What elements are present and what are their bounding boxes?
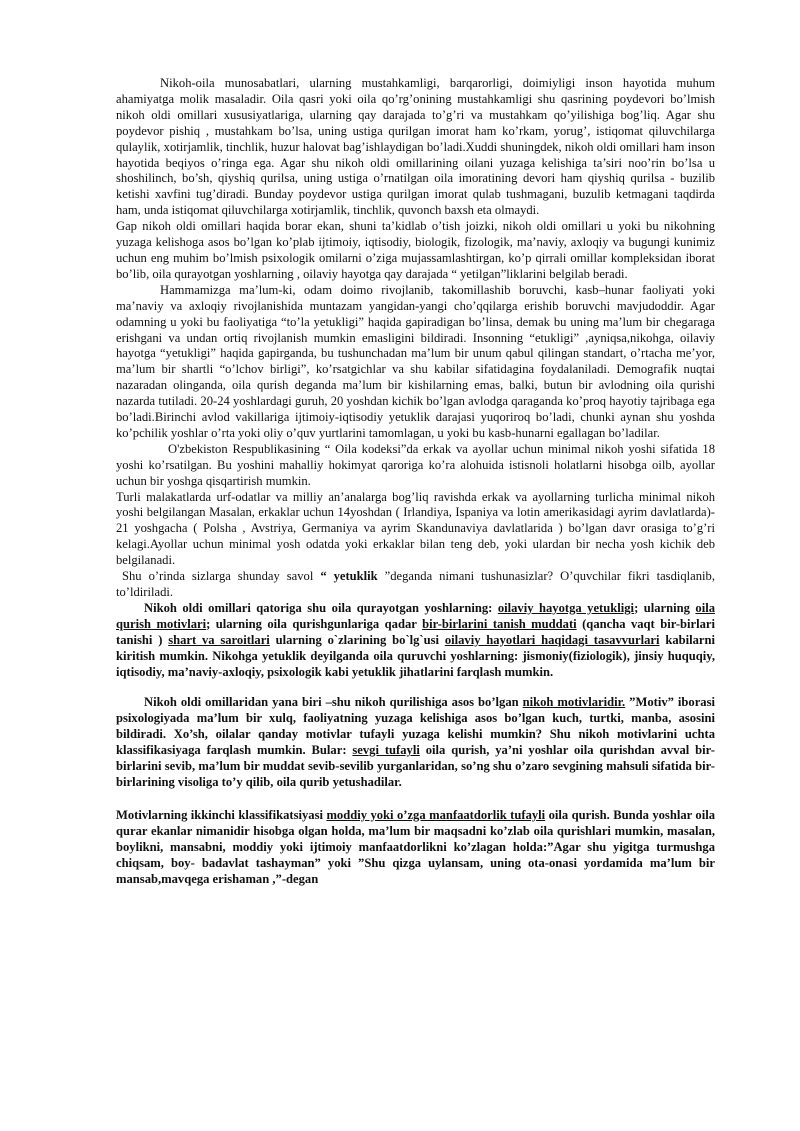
question-text-start: Shu o’rinda sizlarga shunday savol bbox=[122, 569, 321, 584]
paragraph-premarital-list bbox=[116, 601, 715, 681]
paragraph-question bbox=[116, 569, 715, 601]
text-run: kabilarni kiritish mumkin. Nikohga yetuklik deyilganda oila quruvchi yoshlarning: jismoniy(fiziologik), jinsiy huquqiy, iqtisodiy, ma’naviy-axloqiy, psixologik kabi yetuklik jihatlarini farqlash mumkin. bbox=[116, 632, 716, 679]
paragraph-premarital-factors: Gap nikoh oldi omillari haqida borar ekan, shuni ta’kidlab o’tish joizki, nikoh oldi omillari u yoki bu nikohning yuzaga kelishoga asos bo’lgan ko’plab ijtimoiy, iqtisodiy, biologik, fizologik, ma’naviy, axloqiy va bugungi kunimiz uchun eng muhim bo’lmish psixologik omilarni o’ziga mujassamlashtirgan, ko’p qirrali omillar kompleksidan iborat bo’lib, oila qurayotgan yoshlarning , oilaviy hayotga qay darajada “ yetilgan”liklarini belgilab beradi. bbox=[116, 219, 715, 281]
text-run: Nikoh oldi omillaridan yana biri –shu nikoh qurilishiga asos bo’lgan bbox=[144, 695, 523, 710]
question-text-end: ”deganda nimani tushunasizlar? O’quvchilar fikri tasdiqlanib, to’ldiriladi. bbox=[116, 569, 715, 599]
paragraph-maturity: Hammamizga ma’lum-ki, odam doimo rivojlanib, takomillashib boruvchi, kasb–hunar faoliyati yoki ma’naviy va axloqiy rivojlanishida muntazam yangidan-yangi cho’qqilarga erishib boruvchi mavjudoddir. Agar odamning u yoki bu faoliyatiga “to’la yetukligi” haqida gapiradigan bo’linsa, demak bu uning ma’lum bir chegaraga erishgani va undan ortiq rivojlanish mumkin emasligini bildiradi. Insonning “etukligi” ,ayniqsa,nikohga, oilaviy hayotga “yetukligi” haqida gapirganda, bu tushunchadan ma’lum bir unum qabul qilingan standart, o’rtacha me’yor, ma’lum bir shartli “o’lchov birligi”, ko’rsatgichlar va shu kabilar sifatidagina foydalaniladi. Demografik nuqtai nazaradan olinganda, oila qurish deganda ma’lum bir kishilarning emas, balki, butun bir avlodning oila qurishi nazarda tutiladi. 20-24 yoshlardagi guruh, 20 yoshdan kichik bo’lgan avlodga qaraganda ko’proq hayotiy tajribaga ega bo’ladi.Birinchi avlod vakillariga ijtimoiy-iqtisodiy yetuklik darajasi yuqoriroq bo’ladi, chunki aynan shu yoshda ko’pchilik yoshlar o’rta yoki oliy o’quv yurtlarini tamomlagan, u yoki bu kasb-hunarni egallagan bo’ladilar. bbox=[116, 282, 715, 440]
paragraph-second-classification bbox=[116, 808, 715, 888]
text-run: ”Motiv” iborasi psixologiyada ma’lum bir xulq, faoliyatning yuzaga kelishiga asos bo’lgan kuch, turtki, manba, asosini bildiradi. Xo’sh, oilalar qanday motivlar tufayli yuzaga kelishi mumkin? Shu nikoh motivlarini uchta klassifikasiyaga farqlash mumkin. Bular: bbox=[116, 695, 715, 758]
text-run: oila qurish. Bunda yoshlar oila qurar ekanlar nimanidir hisobga olgan holda, ma’lum bir maqsadni ko’zlab oila qurishlari mumkin, masalan, boylikni, mansabni, moddiy yoki ijtimoiy manfaatdorlikni ko’zlagan holda:”Agar shu yigitga turmushga chiqsam, boy- badavlat tashayman” yoki ”Shu qizga uylansam, uning ota-onasi yordamida ma’lum bir mansab,mavqega erishaman ,”-degan bbox=[116, 807, 716, 886]
text-run: oila qurish, ya’ni yoshlar oila qurishdan avval bir-birlarini sevib, ma’lum bir muddat sevib-sevilib yurganlaridan, so’ng shu o’zaro sevgining mahsuli sifatida bir-birlarining visoliga to’y qilib, oila qurib yetushadilar. bbox=[116, 743, 715, 789]
underlined-term-marriage-motives: nikoh motivlaridir. bbox=[522, 695, 626, 710]
text-run: Nikoh oldi omillari qatoriga shu oila qurayotgan yoshlarning: bbox=[144, 600, 498, 615]
paragraph-marriage-age-countries: Turli malakatlarda urf-odatlar va milliy an’analarga bog’liq ravishda erkak va ayollarning turlicha minimal nikoh yoshi belgilangan Masalan, erkaklar uchun 14yoshdan ( Irlandiya, Ispaniya va lotin amerikasidagi ayrim davlatlarda)- 21 yoshgacha ( Polsha , Avstriya, Germaniya va ayrim Skandunaviya davlatlarida ) bo’lgan davr orasiga to’g’ri kelagi.Ayollar uchun minimal yosh odatda yoki erkaklar bilan teng deb, yoki ulardan bir necha yosh kichik deb belgilanadi. bbox=[116, 489, 715, 568]
text-run: ularning o`zlarining bo`lg`usi bbox=[269, 632, 445, 647]
text-run: (qancha vaqt bir-birlari tanishi ) bbox=[116, 616, 715, 647]
underlined-term-ideas: oilaviy hayotlari haqidagi tasavvurlari bbox=[444, 632, 660, 647]
paragraph-marriage-relations: Nikoh-oila munosabatlari, ularning mustahkamligi, barqarorligi, doimiyligi inson hayotida muhum ahamiyatga molik masaladir. Oila qasri yoki oila qo’rg’onining mustahkamligi shu qasrining poydevori bo’lmish nikoh oldi omillari xususiyatlariga, ularning qay darajada to’g’ri va mustahkam qo’yilishiga bog’liq. Agar shu poydevor pishiq , mustahkam bo’lsa, uning ustiga qurilgan imorat ham ko’rkam, yorug’, istiqomat qiluvchilarga qulaylik, xotirjamlik, tinchlik, huzur halovat bag’ishlaydigan bo’ladi.Xuddi shuningdek, nikoh oldi omillari ham inson hayotida beqiyos o’ringa ega. Agar shu nikoh oldi omillarining oilani yuzaga kelishiga ta’siri noo’rin bo’lsa u shoshilinch, bo’sh, qiyshiq qurilsa, uning ustiga o’rnatilgan oila imoratining devori ham qiyshiq qurilsa - buzilib ketishi xavfini tug’diradi. Bunday poydevor ustiga qurilgan imorat qulab tushmagani, buzulib ketmagani taqdirda ham, unda istiqomat qiluvchilarga xotirjamlik, tinchlik, quvonch baxsh eta olmaydi. bbox=[116, 76, 715, 218]
underlined-term-conditions: shart va saroitlari bbox=[168, 632, 270, 647]
paragraph-marriage-motives bbox=[116, 695, 715, 790]
underlined-term-material-interest: moddiy yoki o’zga manfaatdorlik tufayli bbox=[326, 807, 546, 822]
underlined-term-acquaintance: bir-birlarini tanish muddati bbox=[422, 616, 577, 631]
question-term: “ yetuklik bbox=[320, 569, 385, 584]
text-run: Motivlarning ikkinchi klassifikatsiyasi bbox=[116, 807, 327, 822]
underlined-term-love: sevgi tufayli bbox=[352, 743, 420, 758]
underlined-term-motives: oila qurish motivlari bbox=[116, 600, 716, 631]
text-run: ; ularning oila qurishgunlariga qadar bbox=[206, 616, 423, 631]
text-run: ; ularning bbox=[634, 600, 696, 615]
paragraph-family-code: O'zbekiston Respublikasining “ Oila kodeksi”da erkak va ayollar uchun minimal nikoh yoshi sifatida 18 yoshi ko’rsatilgan. Bu yoshini mahalliy hokimyat qaroriga ko’ra alohuida istisnoli holatlarni hisobga oilb, ayollar uchun bir yoshga qisqartirish mumkin. bbox=[116, 441, 715, 488]
underlined-term-readiness: oilaviy hayotga yetukligi bbox=[497, 600, 635, 615]
